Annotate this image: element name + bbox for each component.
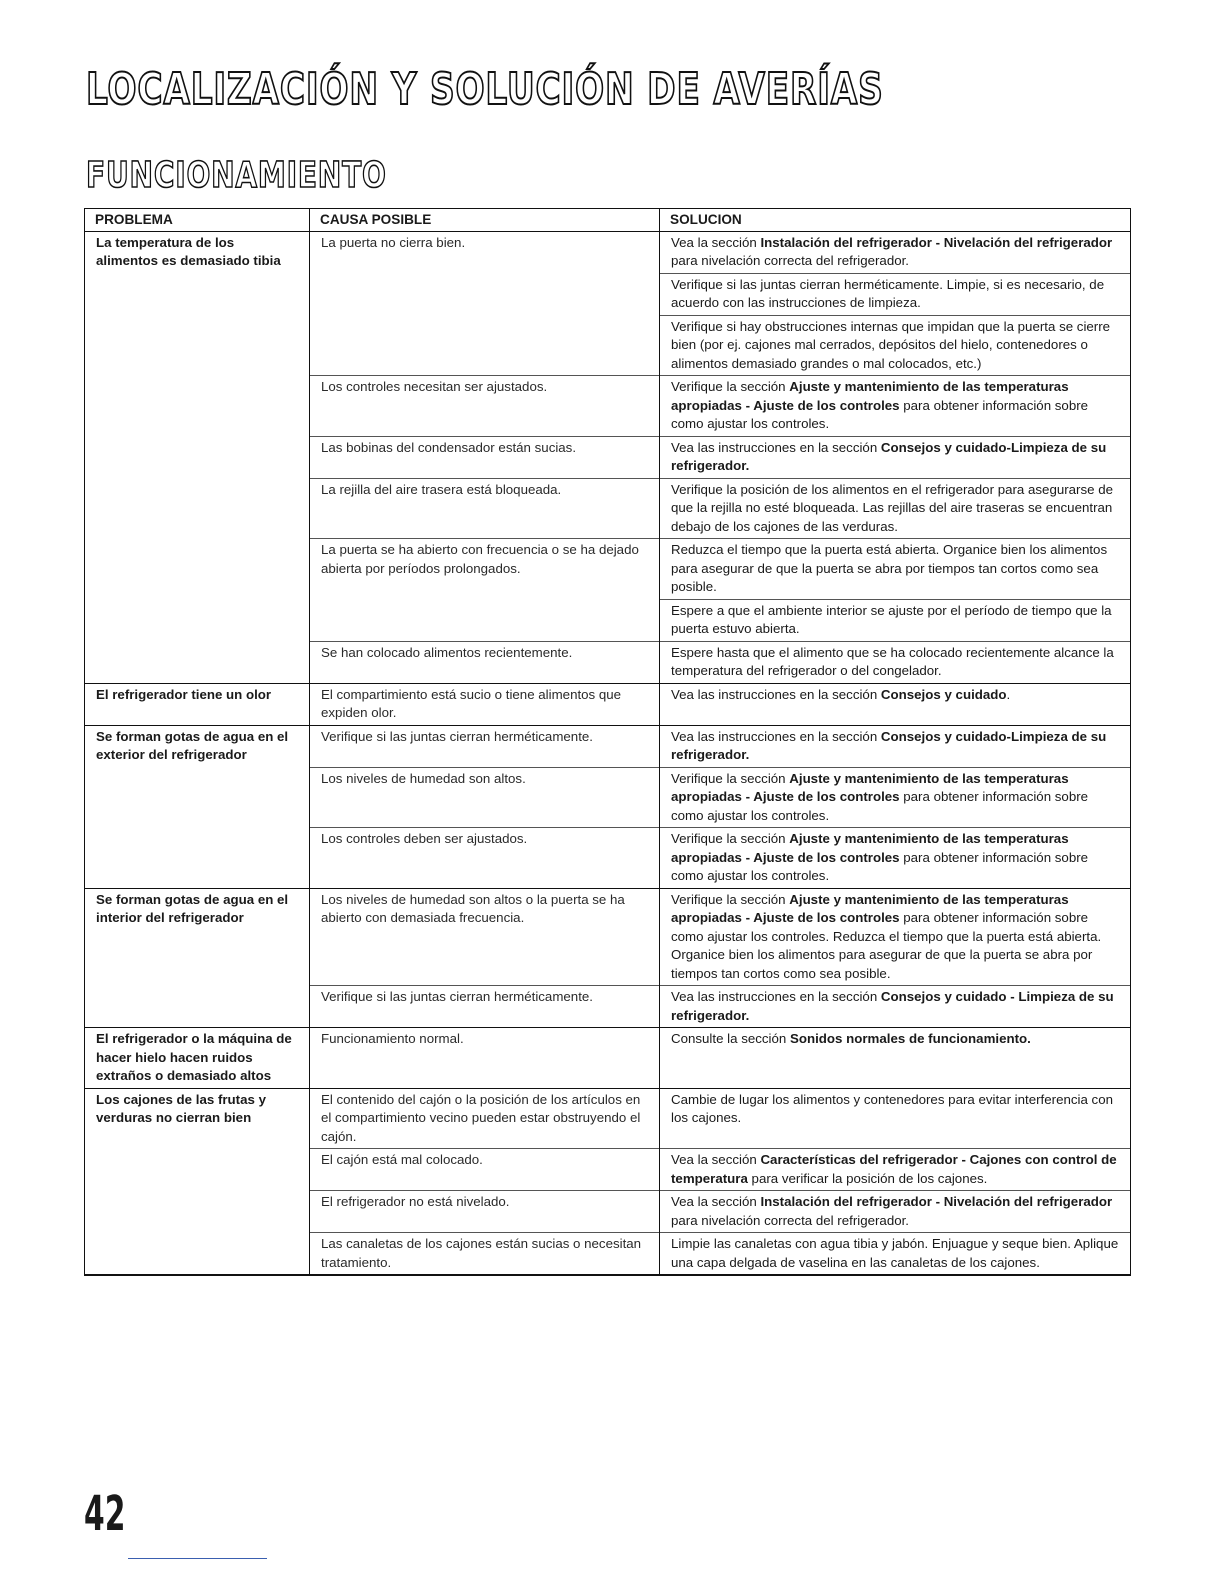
cause-cell: El compartimiento está sucio o tiene alimentos que expiden olor. xyxy=(310,683,660,725)
section-reference: Instalación del refrigerador - Nivelación del refrigerador xyxy=(760,1194,1113,1209)
section-reference: Ajuste y mantenimiento de las temperaturas apropiadas - Ajuste de los controles xyxy=(671,770,1069,804)
cause-cell: Las bobinas del condensador están sucias. xyxy=(310,436,660,478)
header-cause: CAUSA POSIBLE xyxy=(310,209,660,232)
problem-cell: La temperatura de los alimentos es demasiado tibia xyxy=(85,231,310,683)
solution-cell: Vea la sección Instalación del refrigerador - Nivelación del refrigerador para nivelación correcta del refrigerador. xyxy=(660,231,1131,273)
cause-cell: Los controles deben ser ajustados. xyxy=(310,828,660,889)
section-reference: Ajuste y mantenimiento de las temperaturas apropiadas - Ajuste de los controles xyxy=(671,831,1069,865)
section-reference: Consejos y cuidado - Limpieza de su refrigerador. xyxy=(671,989,1114,1023)
cause-cell: El contenido del cajón o la posición de los artículos en el compartimiento vecino pueden estar obstruyendo el cajón. xyxy=(310,1088,660,1149)
solution-cell: Verifique si hay obstrucciones internas que impidan que la puerta se cierre bien (por ej. cajones mal cerrados, depósitos del hielo, contenedores o alimentos demasiado grandes o mal colocados, etc.) xyxy=(660,315,1131,376)
table-row xyxy=(85,1088,1131,1149)
cause-cell: Funcionamiento normal. xyxy=(310,1028,660,1089)
solution-cell: Verifique la sección Ajuste y mantenimiento de las temperaturas apropiadas - Ajuste de los controles para obtener información sobre como ajustar los controles. Reduzca el tiempo que la puerta está abierta. Organice bien los alimentos para asegurar de que la puerta se abra por tiempos tan cortos como sea posible. xyxy=(660,888,1131,986)
problem-cell: Los cajones de las frutas y verduras no cierran bien xyxy=(85,1088,310,1275)
solution-cell: Espere hasta que el alimento que se ha colocado recientemente alcance la temperatura del refrigerador o del congelador. xyxy=(660,641,1131,683)
solution-cell: Verifique si las juntas cierran herméticamente. Limpie, si es necesario, de acuerdo con las instrucciones de limpieza. xyxy=(660,273,1131,315)
solution-cell: Vea las instrucciones en la sección Consejos y cuidado - Limpieza de su refrigerador. xyxy=(660,986,1131,1028)
table-body xyxy=(85,231,1131,1275)
header-solution: SOLUCION xyxy=(660,209,1131,232)
cause-cell: La rejilla del aire trasera está bloqueada. xyxy=(310,478,660,539)
cause-cell: Verifique si las juntas cierran herméticamente. xyxy=(310,986,660,1028)
section-title: FUNCIONAMIENTO xyxy=(86,155,387,196)
table-header-row xyxy=(85,209,1131,232)
cause-cell: La puerta se ha abierto con frecuencia o se ha dejado abierta por períodos prolongados. xyxy=(310,539,660,642)
page-title: LOCALIZACIÓN Y SOLUCIÓN DE AVERÍAS xyxy=(86,64,884,115)
cause-cell: Se han colocado alimentos recientemente. xyxy=(310,641,660,683)
solution-cell: Limpie las canaletas con agua tibia y jabón. Enjuague y seque bien. Aplique una capa delgada de vaselina en las canaletas de los cajones. xyxy=(660,1233,1131,1276)
solution-cell: Vea la sección Características del refrigerador - Cajones con control de temperatura para verificar la posición de los cajones. xyxy=(660,1149,1131,1191)
section-reference: Características del refrigerador - Cajones con control de temperatura xyxy=(671,1152,1117,1186)
cause-cell: El refrigerador no está nivelado. xyxy=(310,1191,660,1233)
table-row xyxy=(85,725,1131,767)
cause-cell: Verifique si las juntas cierran herméticamente. xyxy=(310,725,660,767)
cause-cell: Las canaletas de los cajones están sucias o necesitan tratamiento. xyxy=(310,1233,660,1276)
header-problem: PROBLEMA xyxy=(85,209,310,232)
section-reference: Consejos y cuidado-Limpieza de su refrigerador. xyxy=(671,728,1107,762)
solution-cell: Verifique la sección Ajuste y mantenimiento de las temperaturas apropiadas - Ajuste de los controles para obtener información sobre como ajustar los controles. xyxy=(660,828,1131,889)
table-row xyxy=(85,1028,1131,1089)
cause-cell: El cajón está mal colocado. xyxy=(310,1149,660,1191)
solution-cell: Verifique la sección Ajuste y mantenimiento de las temperaturas apropiadas - Ajuste de los controles para obtener información sobre como ajustar los controles. xyxy=(660,376,1131,437)
problem-cell: Se forman gotas de agua en el exterior del refrigerador xyxy=(85,725,310,888)
section-reference: Consejos y cuidado-Limpieza de su refrigerador. xyxy=(671,439,1107,473)
solution-cell: Verifique la sección Ajuste y mantenimiento de las temperaturas apropiadas - Ajuste de los controles para obtener información sobre como ajustar los controles. xyxy=(660,767,1131,828)
cause-cell: La puerta no cierra bien. xyxy=(310,231,660,376)
problem-cell: El refrigerador tiene un olor xyxy=(85,683,310,725)
section-reference: Instalación del refrigerador - Nivelación del refrigerador xyxy=(760,234,1113,250)
section-reference: Ajuste y mantenimiento de las temperaturas apropiadas - Ajuste de los controles xyxy=(671,891,1069,925)
table-row xyxy=(85,231,1131,273)
troubleshooting-table xyxy=(84,208,1131,1276)
footer-rule xyxy=(128,1558,267,1559)
solution-cell: Vea las instrucciones en la sección Consejos y cuidado-Limpieza de su refrigerador. xyxy=(660,725,1131,767)
solution-cell: Espere a que el ambiente interior se ajuste por el período de tiempo que la puerta estuvo abierta. xyxy=(660,599,1131,641)
page-number: 42 xyxy=(84,1486,126,1542)
cause-cell: Los controles necesitan ser ajustados. xyxy=(310,376,660,437)
cause-cell: Los niveles de humedad son altos. xyxy=(310,767,660,828)
section-reference: Sonidos normales de funcionamiento. xyxy=(790,1031,1031,1046)
table-row xyxy=(85,888,1131,986)
solution-cell: Reduzca el tiempo que la puerta está abierta. Organice bien los alimentos para asegurar de que la puerta se abra por tiempos tan cortos como sea posible. xyxy=(660,539,1131,600)
problem-cell: El refrigerador o la máquina de hacer hielo hacen ruidos extraños o demasiado altos xyxy=(85,1028,310,1089)
solution-cell: Verifique la posición de los alimentos en el refrigerador para asegurarse de que la rejilla no esté bloqueada. Las rejillas del aire traseras se encuentran debajo de los cajones de las verduras. xyxy=(660,478,1131,539)
section-reference: Consejos y cuidado xyxy=(880,686,1007,702)
solution-cell: Vea las instrucciones en la sección Consejos y cuidado. xyxy=(660,683,1131,725)
solution-cell: Vea la sección Instalación del refrigerador - Nivelación del refrigerador para nivelación correcta del refrigerador. xyxy=(660,1191,1131,1233)
problem-cell: Se forman gotas de agua en el interior del refrigerador xyxy=(85,888,310,1028)
solution-cell: Vea las instrucciones en la sección Consejos y cuidado-Limpieza de su refrigerador. xyxy=(660,436,1131,478)
solution-cell: Cambie de lugar los alimentos y contenedores para evitar interferencia con los cajones. xyxy=(660,1088,1131,1149)
solution-cell: Consulte la sección Sonidos normales de funcionamiento. xyxy=(660,1028,1131,1089)
cause-cell: Los niveles de humedad son altos o la puerta se ha abierto con demasiada frecuencia. xyxy=(310,888,660,986)
table-row xyxy=(85,683,1131,725)
section-reference: Ajuste y mantenimiento de las temperaturas apropiadas - Ajuste de los controles xyxy=(671,379,1069,413)
